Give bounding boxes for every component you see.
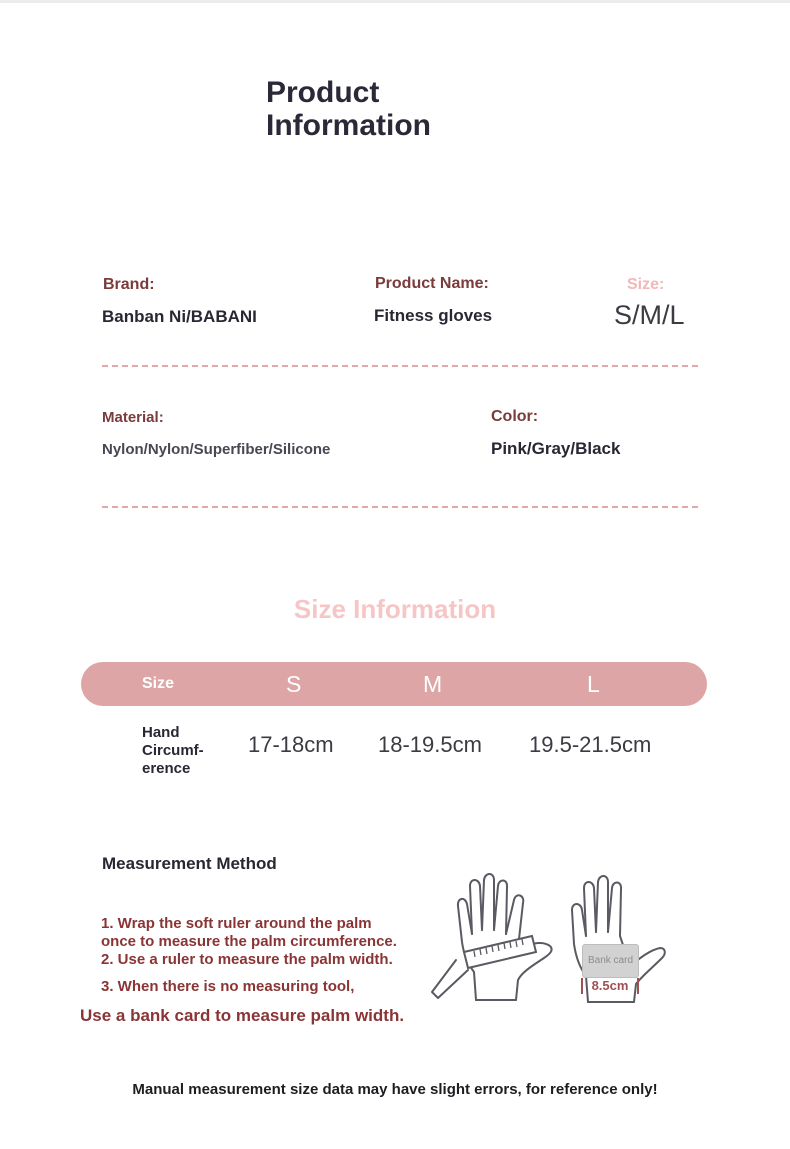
size-header-s: S [286,671,302,697]
size-info-title: Size Information [293,594,497,624]
size-label: Size: [627,276,665,293]
step-1-line1: 1. Wrap the soft ruler around the palm [101,915,372,932]
color-value: Pink/Gray/Black [491,439,621,458]
product-name-value: Fitness gloves [374,306,493,325]
top-divider [0,0,790,3]
divider-dashed-1 [102,365,698,367]
page-title-line1: Product [266,76,380,109]
measurement-title: Measurement Method [102,854,277,873]
page-title [266,76,431,142]
card-width-measure: 8.5cm [581,978,639,994]
material-value: Nylon/Nylon/Superfiber/Silicone [102,441,331,458]
material-label: Material: [102,409,164,426]
bank-card-label: Bank card [587,955,634,966]
size-header-m: M [423,671,443,697]
size-l-value: 19.5-21.5cm [529,732,652,757]
page-title-line2: Information [266,109,431,142]
row-label-line2: Circumf- [142,742,204,759]
row-label-line3: erence [142,760,191,777]
divider-dashed-2 [102,506,698,508]
bank-card [582,944,639,978]
brand-value: Banban Ni/BABANI [102,307,257,326]
hand-ruler-icon [428,872,563,1012]
size-header-label: Size [142,675,175,692]
step-2: 2. Use a ruler to measure the palm width. [101,951,393,968]
size-header-l: L [587,671,600,697]
step-3: 3. When there is no measuring tool, [101,978,355,995]
step-3-continued: Use a bank card to measure palm width. [80,1006,405,1025]
row-label-line1: Hand [142,724,180,741]
size-value: S/M/L [614,300,685,330]
brand-label: Brand: [103,276,155,293]
size-s-value: 17-18cm [248,732,334,757]
color-label: Color: [491,408,539,425]
step-1-line2: once to measure the palm circumference. [101,933,397,950]
hand-circumference-label [142,724,222,778]
footer-note: Manual measurement size data may have slight errors, for reference only! [132,1081,658,1098]
size-m-value: 18-19.5cm [378,732,482,757]
product-name-label: Product Name: [375,275,489,292]
size-table-header [81,662,707,706]
